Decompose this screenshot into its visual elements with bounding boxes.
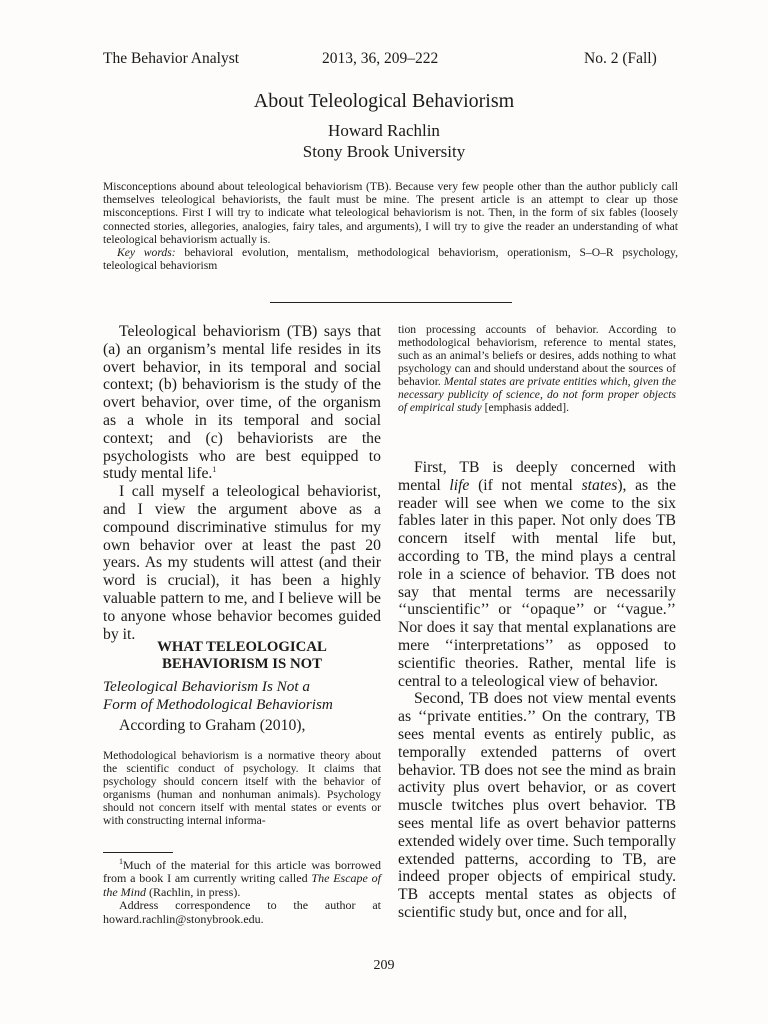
keywords	[103, 246, 678, 272]
col2-p1-emph-life: life	[449, 476, 470, 494]
col1-p1-text: Teleological behaviorism (TB) says that (a) an organism’s mental life resides in its overt behavior, in its temporal and social context; (b) behaviorism is the study of the overt behavior, over time, of the organism as a whole in its temporal and social context; and (c) behaviorists are the psychologists who are best equipped to study mental life.	[103, 323, 381, 483]
quote-intro-text: According to Graham (2010),	[119, 717, 306, 734]
keywords-label: Key words:	[117, 246, 176, 260]
section-divider	[270, 302, 512, 303]
col1-paragraph-1	[103, 323, 381, 483]
subsection-heading-line-1: Teleological Behaviorism Is Not a	[103, 678, 310, 695]
quote-intro	[103, 717, 381, 735]
section-heading-line-2: BEHAVIORISM IS NOT	[161, 656, 323, 672]
col2-paragraph-2: Second, TB does not view mental events as ‘‘private entities.’’ On the contrary, TB sees mental events as entirely public, as temporally extended patterns of overt behavior. TB does not see the mind as brain activity plus overt behavior, or as covert muscle twitches plus overt behavior. TB sees mental life as overt behavior patterns extended widely over time. Such temporally extended patterns, according to TB, are indeed proper objects of empirical study. TB accepts mental states as objects of scientific study but, once and for all,	[398, 690, 676, 921]
footnote-divider	[103, 852, 173, 853]
issue-info: No. 2 (Fall)	[584, 50, 657, 67]
keywords-list: behavioral evolution, mentalism, methodological behaviorism, operationism, S–O–R psychology, teleological behaviorism	[103, 246, 678, 273]
footnote-mark: 1	[119, 857, 123, 866]
section-heading	[103, 639, 381, 673]
col1-paragraph-2: I call myself a teleological behaviorist, and I view the argument above as a compound discriminative stimulus for my own behavior over at least the past 20 years. As my students will attest (and their word is crucial), it has been a highly valuable pattern to me, and I believe will be to anyone whose behavior becomes guided by it.	[103, 483, 381, 643]
col2-body	[398, 459, 676, 922]
block-quote-part-2	[398, 323, 676, 414]
subsection-heading	[103, 678, 381, 713]
footnote-ref: 1	[212, 465, 217, 475]
col2-p1-text-c: ), as the reader will see when we come to the six fables later in this paper. Not only does TB concern itself with mental life but, according to TB, the mind plays a central role in a science of behavior. TB does not say that mental terms are necessarily ‘‘unscientific’’ or ‘‘opaque’’ or ‘‘vague.’’ Nor does it say that mental explanations are mere ‘‘interpretations’’ as opposed to scientific theories. Rather, mental life is central to a teleological view of behavior.	[398, 476, 676, 690]
abstract-text: Misconceptions abound about teleological behaviorism (TB). Because very few people other than the author publicly call themselves teleological behaviorists, the fault must be mine. The present article is an attempt to clear up those misconceptions. First I will try to indicate what teleological behaviorism is not. Then, in the form of six fables (loosely connected stories, allegories, analogies, fairy tales, and arguments), I will try to give the reader an understanding of what teleological behaviorism actually is.	[103, 180, 678, 246]
footnote-1	[103, 859, 381, 899]
section-heading-line-1: WHAT TELEOLOGICAL	[157, 639, 327, 655]
quote-plain-text: tion processing accounts of behavior. According to methodological behaviorism, reference to mental states, such as an animal’s beliefs or desires, adds nothing to what psychology can and should understand about the sources of behavior.	[398, 323, 676, 388]
footnote	[103, 859, 381, 926]
col2-paragraph-1	[398, 459, 676, 690]
abstract	[103, 180, 678, 272]
article-title: About Teleological Behaviorism	[253, 90, 515, 112]
quote-italic-text: Mental states are private entities which, given the necessary publicity of science, do not form proper objects of empirical study	[398, 375, 676, 414]
correspondence-note: Address correspondence to the author at howard.rachlin@stonybrook.edu.	[103, 898, 381, 926]
author-affiliation: Stony Brook University	[302, 142, 466, 161]
quote-bracket-text: [emphasis added].	[484, 401, 569, 414]
col2-p1-text-b: (if not mental	[478, 476, 573, 494]
footnote-text: Much of the material for this article was borrowed from a book I am currently writing called	[103, 858, 381, 886]
footnote-book-title: The Escape of the Mind	[103, 871, 381, 899]
subsection-heading-line-2: Form of Methodological Behaviorism	[103, 695, 333, 713]
page-number: 209	[373, 958, 395, 973]
journal-name: The Behavior Analyst	[103, 50, 240, 67]
block-quote-text-2	[398, 323, 676, 414]
footnote-text-end: (Rachlin, in press).	[149, 884, 241, 899]
col2-p1-emph-states: states	[581, 476, 618, 494]
block-quote-part-1	[103, 749, 381, 827]
volume-info: 2013, 36, 209–222	[322, 50, 439, 67]
col2-p1-text-a: First, TB is deeply concerned with mental	[398, 459, 676, 494]
block-quote-text-1: Methodological behaviorism is a normative theory about the scientific conduct of psychology. It claims that psychology should concern itself with the behavior of organisms (human and nonhuman animals). Psychology should not concern itself with mental states or events or with constructing internal informa-	[103, 749, 381, 827]
col1-body	[103, 323, 381, 643]
author-name: Howard Rachlin	[328, 121, 440, 140]
